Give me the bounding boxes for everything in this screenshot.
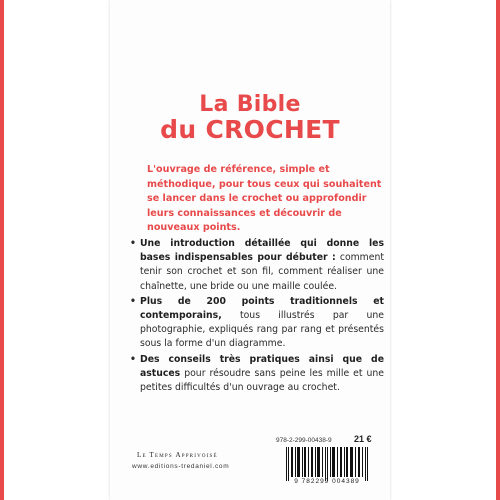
bullet-text: pour résoudre sans peine les mille et une petites difficultés d'un ouvrage au crochet. <box>140 367 384 394</box>
bullet-icon: • <box>130 238 136 249</box>
title-line-2: du CROCHET <box>160 115 340 144</box>
barcode-image <box>286 447 368 481</box>
bullet-icon: • <box>130 353 136 365</box>
bullet-heading: Des conseils très pratiques ainsi que de astuces <box>140 353 384 379</box>
left-color-band <box>0 0 4 500</box>
intro-paragraph: L'ouvrage de référence, simple et méthodique, pour tous ceux qui souhaitent se lancer dans le crochet ou approfondir leurs connaissances et découvrir de nouveaux points. <box>147 164 382 234</box>
right-color-band <box>496 0 500 500</box>
bullet-item-introduction <box>130 237 384 294</box>
isbn-label: 978-2-299-00438-9 <box>276 437 332 444</box>
bullet-heading: Une introduction détaillée qui donne les bases indispensables pour débuter : <box>140 238 384 264</box>
publisher-logo-text: Le Temps Apprivoisé <box>137 451 218 459</box>
bullet-text: comment tenir son crochet et son fil, comment réaliser une chaînette, une bride ou une maille coulée. <box>140 252 384 292</box>
bullet-list <box>130 237 384 396</box>
bullet-icon: • <box>130 295 136 307</box>
title-line-1: La Bible <box>199 92 301 117</box>
bullet-item-points <box>130 295 384 352</box>
price-label: 21 € <box>354 434 372 444</box>
publisher-website: www.editions-tredaniel.com <box>132 463 230 470</box>
barcode-number: 9 782299 004389 <box>294 478 360 485</box>
bullet-heading: Plus de 200 points traditionnels et contemporains, <box>140 295 384 322</box>
bullet-item-advice <box>130 353 384 396</box>
bullet-text: tous illustrés par une photographie, expliqués rang par rang et présentés sous la forme d'un diagramme. <box>140 310 384 350</box>
book-back-cover <box>110 0 390 500</box>
